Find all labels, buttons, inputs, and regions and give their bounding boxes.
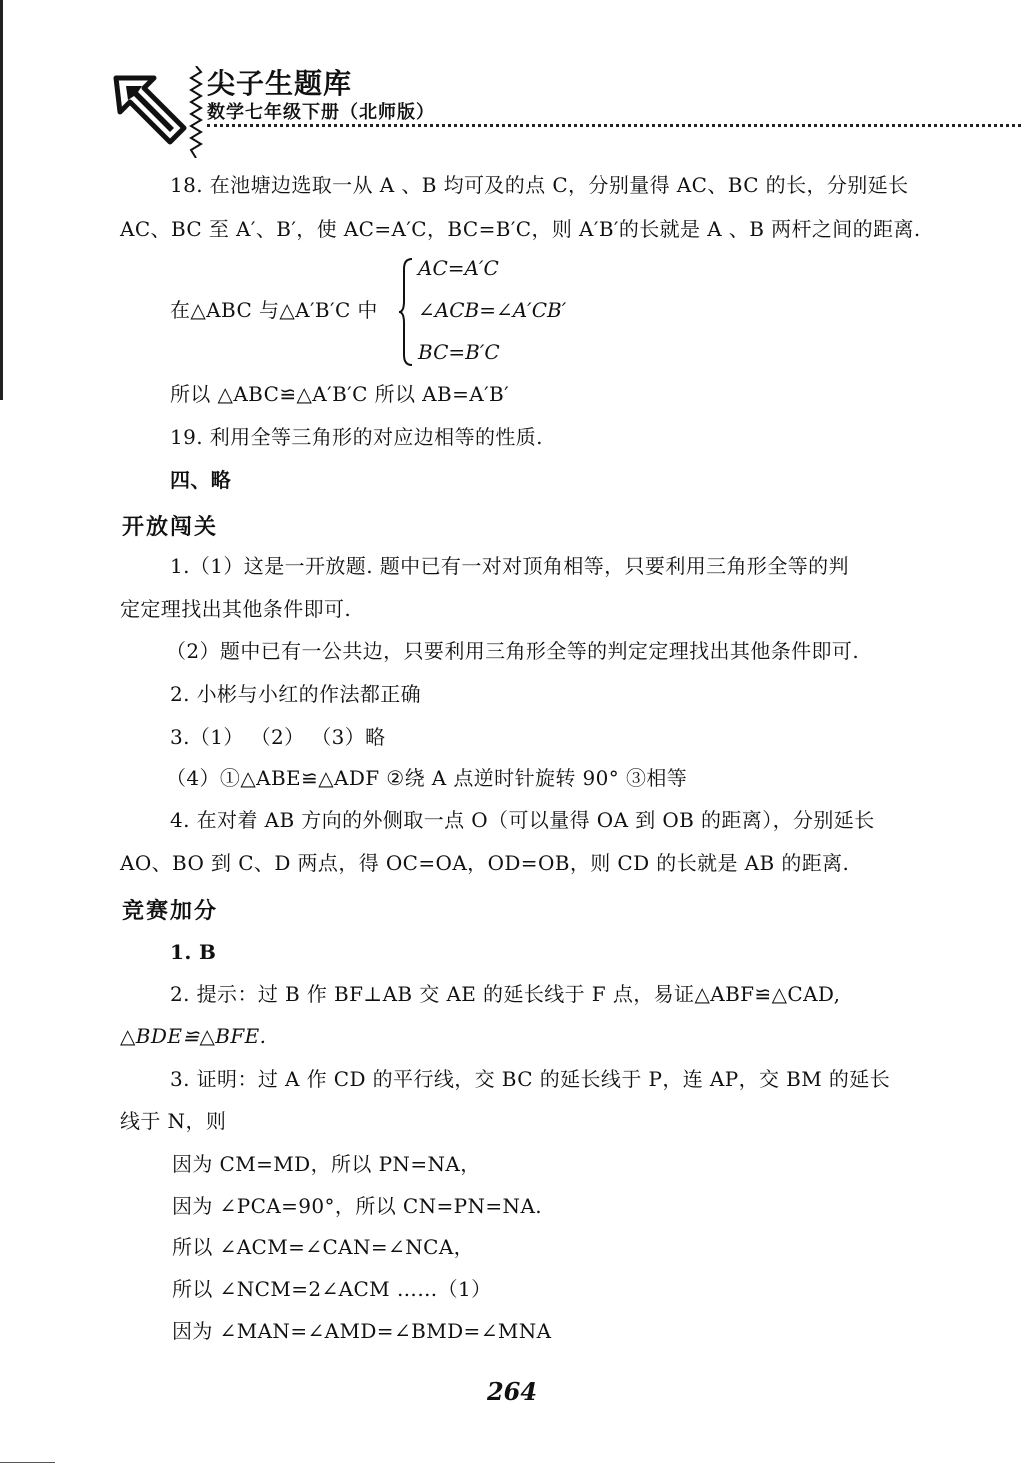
book-title: 尖子生题库 [207,67,353,100]
answer-18-line-2: AC、BC 至 A′、B′，使 AC=A′C，BC=B′C，则 A′B′的长就是 A 、B 两杆之间的距离. [120,217,921,241]
answer-18-line-1: 18. 在池塘边选取一从 A 、B 均可及的点 C，分别量得 AC、BC 的长，分别延长 [170,173,909,197]
contest-2-line-2: △BDE≌△BFE. [120,1024,267,1048]
open-4-line-1: 4. 在对着 AB 方向的外侧取一点 O（可以量得 OA 到 OB 的距离），分别延长 [170,808,875,832]
answer-18-intro: 在△ABC 与△A′B′C 中 [170,298,378,322]
contest-2-line-1: 2. 提示：过 B 作 BF⊥AB 交 AE 的延长线于 F 点，易证△ABF≌△CAD, [170,982,841,1006]
open-3: 3.（1） （2） （3）略 [170,725,386,749]
proof-step-3: 所以 ∠ACM=∠CAN=∠NCA， [172,1235,475,1259]
section-heading-contest: 竞赛加分 [122,899,219,924]
open-2: 2. 小彬与小红的作法都正确 [170,682,422,706]
proof-step-5: 因为 ∠MAN=∠AMD=∠BMD=∠MNA [172,1319,552,1343]
page-header [112,62,962,162]
proof-step-4: 所以 ∠NCM=2∠ACM ……（1） [172,1277,492,1301]
proof-step-1: 因为 CM=MD，所以 PN=NA， [172,1152,481,1176]
open-3-part-4: （4）①△ABE≌△ADF ②绕 A 点逆时针旋转 90° ③相等 [166,766,688,790]
footer-rule [0,1462,55,1463]
contest-3-line-2: 线于 N，则 [120,1109,227,1133]
open-1-line-2: 定定理找出其他条件即可. [120,597,352,621]
left-brace-icon [398,257,414,367]
answer-18-condition-2: ∠ACB=∠A′CB′ [418,298,567,322]
section-heading-open: 开放闯关 [122,515,219,540]
answer-18-condition-1: AC=A′C [418,256,499,280]
scan-edge [0,0,3,400]
open-1-line-1: 1.（1）这是一开放题. 题中已有一对对顶角相等，只要利用三角形全等的判 [170,554,849,578]
open-1-part-2: （2）题中已有一公共边，只要利用三角形全等的判定定理找出其他条件即可. [166,639,860,663]
book-subtitle: 数学七年级下册（北师版） [207,102,435,123]
header-dotted-rule [207,124,1024,127]
contest-1: 1. B [170,940,217,964]
answer-19: 19. 利用全等三角形的对应边相等的性质. [170,425,543,449]
contest-3-line-1: 3. 证明：过 A 作 CD 的平行线，交 BC 的延长线于 P，连 AP，交 BM 的延长 [170,1067,891,1091]
page-number: 264 [486,1377,538,1406]
open-4-line-2: AO、BO 到 C、D 两点，得 OC=OA，OD=OB，则 CD 的长就是 AB 的距离. [120,851,850,875]
answer-18-conclusion: 所以 △ABC≌△A′B′C 所以 AB=A′B′ [170,382,510,406]
part-4: 四、略 [170,468,232,492]
proof-step-2: 因为 ∠PCA=90°，所以 CN=PN=NA. [172,1194,543,1218]
answer-18-condition-3: BC=B′C [418,340,500,364]
zigzag-divider [189,66,203,158]
arrow-logo-icon [112,70,187,150]
